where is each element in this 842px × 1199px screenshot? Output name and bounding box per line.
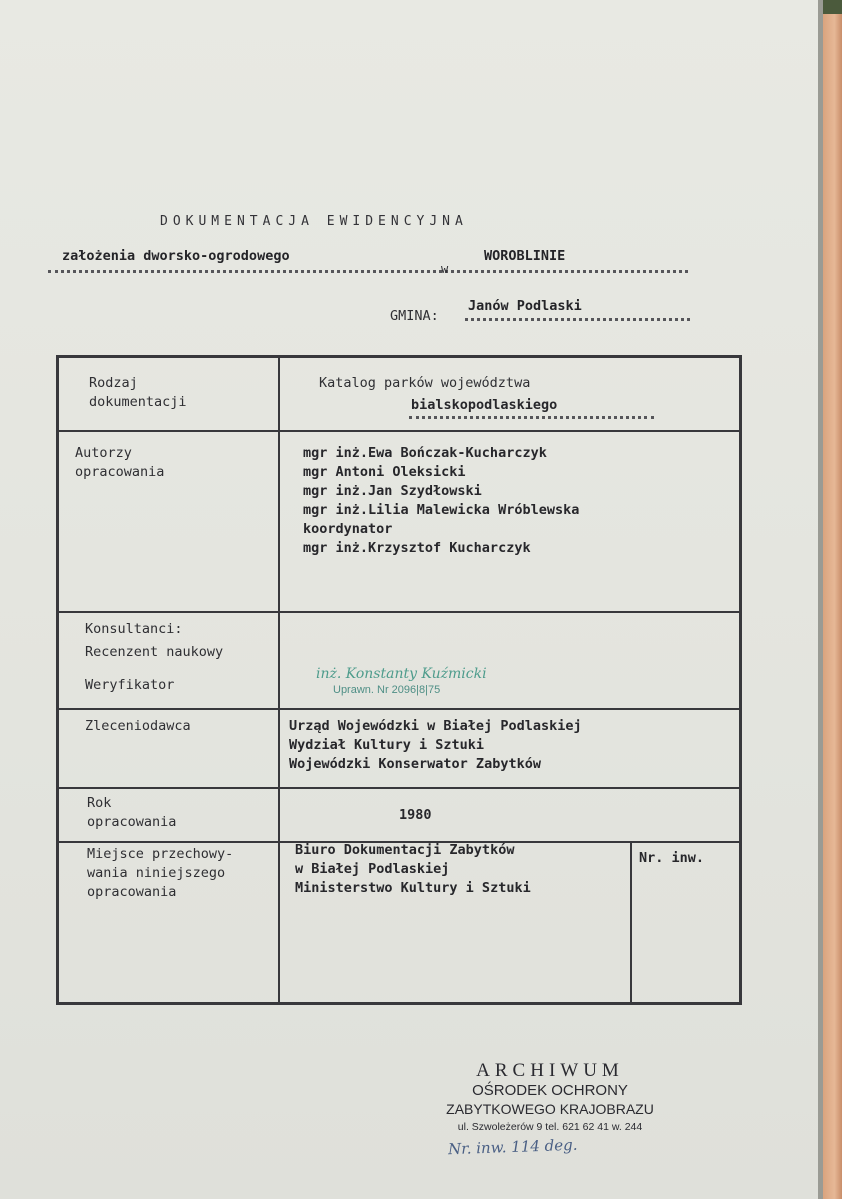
- place-dotted-line: [48, 270, 688, 273]
- storage-value: Biuro Dokumentacji Zabytków w Białej Podlaskiej Ministerstwo Kultury i Sztuki: [295, 842, 531, 896]
- authors-list: mgr inż.Ewa Bończak-Kucharczyk mgr Antoni Oleksicki mgr inż.Jan Szydłowski mgr inż.Lilia Malewicka Wróblewska koordynator mgr inż.Krzysztof Kucharczyk: [303, 445, 580, 556]
- document-title: DOKUMENTACJA EWIDENCYJNA: [160, 214, 468, 229]
- catalog-title-line1: Katalog parków województwa: [319, 375, 531, 391]
- preposition: w: [441, 262, 449, 276]
- handwritten-inventory-note: Nr. inw. 114 deg.: [447, 1135, 578, 1159]
- scientific-reviewer-label: Recenzent naukowy: [85, 644, 224, 660]
- row-label-authors: Autorzy opracowania: [75, 445, 165, 480]
- row-label-year: Rok opracowania: [87, 795, 177, 830]
- verifier-stamp-permit: Uprawn. Nr 2096|8|75: [333, 684, 441, 696]
- row-divider: [59, 611, 739, 613]
- consultants-label: Konsultanci:: [85, 621, 183, 637]
- inventory-number-label: Nr. inw.: [639, 850, 705, 866]
- place-name: WOROBLINIE: [484, 248, 566, 264]
- inventory-column-divider: [630, 841, 632, 1003]
- gmina-value: Janów Podlaski: [468, 298, 582, 314]
- archive-stamp-line1: OŚRODEK OCHRONY: [472, 1082, 628, 1099]
- verifier-stamp-name: inż. Konstanty Kuźmicki: [316, 666, 487, 682]
- subject-label: założenia dworsko-ogrodowego: [62, 248, 290, 264]
- catalog-title-line2: bialskopodlaskiego: [411, 397, 558, 413]
- row-divider: [59, 430, 739, 432]
- page-edge-corner: [823, 0, 842, 14]
- commissioner-value: Urząd Wojewódzki w Białej Podlaskiej Wydział Kultury i Sztuki Wojewódzki Konserwator Zabytków: [289, 718, 582, 772]
- page-edge-background: [823, 0, 842, 1199]
- column-divider: [278, 358, 280, 1003]
- row-divider: [59, 787, 739, 789]
- row-label-document-type: Rodzaj dokumentacji: [89, 375, 187, 410]
- row-label-commissioner: Zleceniodawca: [85, 718, 191, 734]
- gmina-dotted-line: [465, 318, 690, 321]
- year-value: 1980: [399, 807, 432, 823]
- archive-stamp-address: ul. Szwoleżerów 9 tel. 621 62 41 w. 244: [457, 1121, 643, 1133]
- catalog-dotted-line: [409, 416, 654, 419]
- archive-stamp-title: ARCHIWUM: [476, 1060, 624, 1081]
- gmina-label: GMINA:: [390, 308, 439, 324]
- row-label-storage: Miejsce przechowy- wania niniejszego opracowania: [87, 846, 234, 900]
- row-divider: [59, 708, 739, 710]
- verifier-label: Weryfikator: [85, 677, 175, 693]
- archive-stamp-line2: ZABYTKOWEGO KRAJOBRAZU: [446, 1101, 654, 1117]
